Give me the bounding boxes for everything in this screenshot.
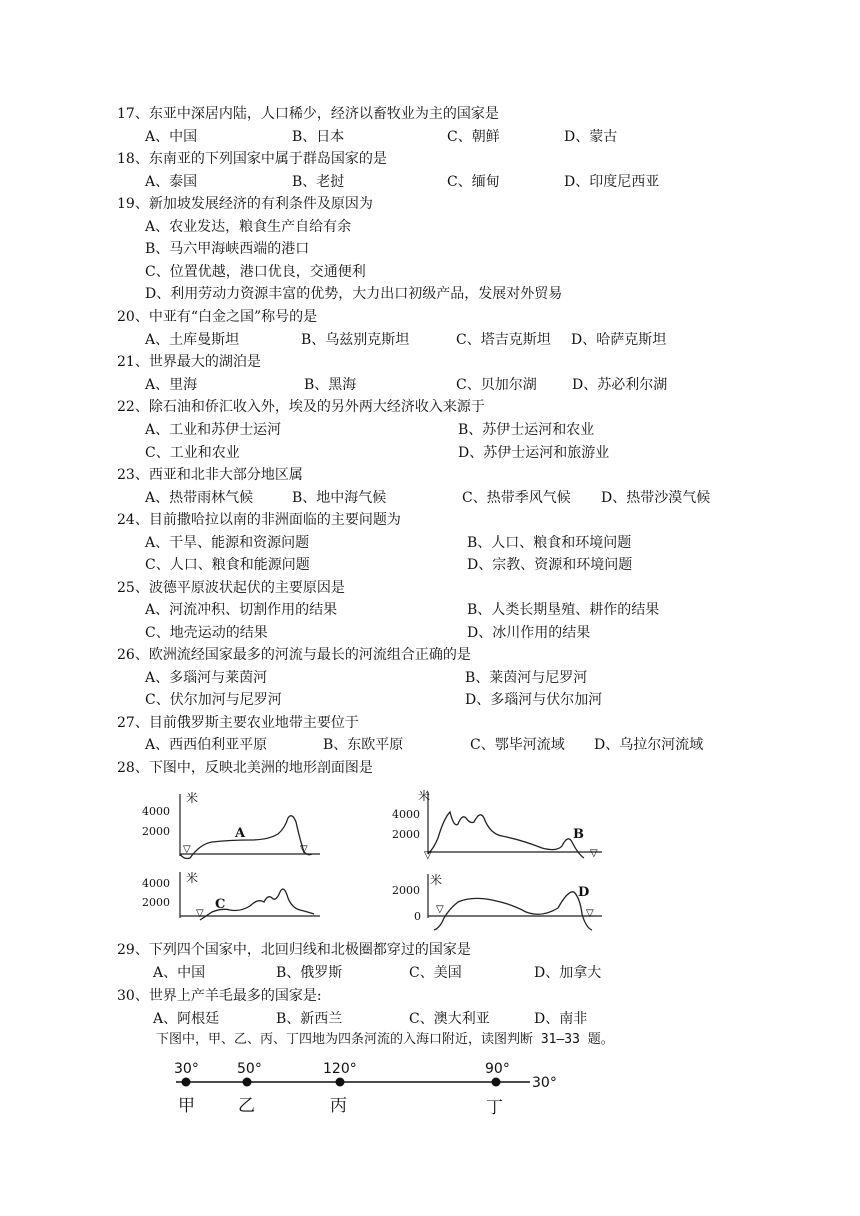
question-18-option-b[interactable]: B、老挝	[292, 174, 345, 190]
profile-b-tick-4000: 4000	[392, 808, 420, 821]
question-18-option-a[interactable]: A、泰国	[145, 174, 198, 190]
sea-level-mark-icon: ▽	[424, 850, 432, 861]
question-20-option-b[interactable]: B、乌兹别克斯坦	[301, 332, 410, 348]
question-19-stem: 19、新加坡发展经济的有利条件及原因为	[117, 196, 373, 212]
point-bing-longitude: 120°	[323, 1061, 357, 1077]
profile-a-letter: A	[235, 826, 246, 841]
question-30-stem: 30、世界上产羊毛最多的国家是:	[117, 988, 322, 1004]
profile-b-terrain-line	[428, 812, 584, 858]
questions-31-33-intro: 下图中，甲、乙、丙、丁四地为四条河流的入海口附近，读图判断 31—33 题。	[156, 1032, 614, 1047]
profile-c-tick-4000: 4000	[142, 877, 170, 890]
question-30-option-d[interactable]: D、南非	[534, 1011, 588, 1027]
point-yi-name: 乙	[238, 1096, 255, 1116]
question-26-option-a[interactable]: A、多瑙河与莱茵河	[145, 670, 268, 686]
profile-c-letter: C	[215, 897, 226, 912]
point-jia-dot	[182, 1078, 191, 1087]
point-jia-name: 甲	[178, 1096, 195, 1116]
question-24-option-b[interactable]: B、人口、粮食和环境问题	[467, 535, 632, 551]
profile-b-figure	[392, 788, 612, 868]
latitude-value: 30°	[532, 1075, 557, 1091]
question-22-option-a[interactable]: A、工业和苏伊士运河	[145, 422, 282, 438]
question-23-option-c[interactable]: C、热带季风气候	[462, 490, 571, 506]
question-25-option-d[interactable]: D、冰川作用的结果	[467, 625, 591, 641]
question-21-option-a[interactable]: A、里海	[145, 377, 198, 393]
sea-level-mark-icon: ▽	[300, 844, 308, 855]
profile-d-tick-2000: 2000	[392, 884, 420, 897]
profile-d-unit: 米	[430, 873, 443, 887]
question-18-option-d[interactable]: D、印度尼西亚	[564, 174, 660, 190]
question-30-option-c[interactable]: C、澳大利亚	[409, 1011, 490, 1027]
question-24-option-c[interactable]: C、人口、粮食和能源问题	[145, 557, 310, 573]
question-18-stem: 18、东南亚的下列国家中属于群岛国家的是	[117, 151, 387, 167]
question-26-stem: 26、欧洲流经国家最多的河流与最长的河流组合正确的是	[117, 647, 471, 663]
profile-a-tick-2000: 2000	[142, 825, 170, 838]
point-ding-name: 丁	[486, 1098, 503, 1118]
profile-b-unit: 米	[418, 789, 431, 803]
question-21-option-b[interactable]: B、黑海	[304, 377, 357, 393]
profile-d-tick-0: 0	[414, 910, 421, 923]
point-yi-dot	[243, 1078, 252, 1087]
question-23-option-d[interactable]: D、热带沙漠气候	[601, 490, 711, 506]
question-19-option-d[interactable]: D、利用劳动力资源丰富的优势，大力出口初级产品，发展对外贸易	[145, 286, 563, 302]
question-23-option-a[interactable]: A、热带雨林气候	[145, 490, 254, 506]
question-25-stem: 25、波德平原波状起伏的主要原因是	[117, 580, 345, 596]
profile-a-unit: 米	[186, 791, 199, 805]
question-29-stem: 29、下列四个国家中，北回归线和北极圈都穿过的国家是	[117, 942, 471, 958]
question-25-option-a[interactable]: A、河流冲积、切割作用的结果	[145, 602, 338, 618]
profile-d-figure	[392, 868, 612, 938]
question-21-option-d[interactable]: D、苏必利尔湖	[572, 377, 668, 393]
question-29-option-b[interactable]: B、俄罗斯	[276, 965, 343, 981]
question-20-stem: 20、中亚有“白金之国”称号的是	[117, 309, 318, 325]
point-ding-longitude: 90°	[485, 1061, 510, 1077]
question-26-option-c[interactable]: C、伏尔加河与尼罗河	[145, 692, 282, 708]
question-24-option-a[interactable]: A、干旱、能源和资源问题	[145, 535, 310, 551]
question-17-option-d[interactable]: D、蒙古	[564, 129, 618, 145]
profile-d-terrain-line	[434, 892, 592, 930]
question-27-stem: 27、目前俄罗斯主要农业地带主要位于	[117, 715, 359, 731]
profile-c-unit: 米	[186, 871, 199, 885]
question-29-option-d[interactable]: D、加拿大	[534, 965, 602, 981]
question-22-stem: 22、除石油和侨汇收入外，埃及的另外两大经济收入来源于	[117, 399, 485, 415]
question-27-option-c[interactable]: C、鄂毕河流域	[470, 737, 565, 753]
question-17-option-c[interactable]: C、朝鲜	[447, 129, 500, 145]
question-22-option-b[interactable]: B、苏伊士运河和农业	[458, 422, 595, 438]
sea-level-mark-icon: ▽	[196, 908, 204, 919]
question-24-stem: 24、目前撒哈拉以南的非洲面临的主要问题为	[117, 512, 401, 528]
question-26-option-b[interactable]: B、莱茵河与尼罗河	[465, 670, 588, 686]
point-bing-dot	[336, 1078, 345, 1087]
question-19-option-c[interactable]: C、位置优越，港口优良，交通便利	[145, 264, 366, 280]
point-yi-longitude: 50°	[237, 1061, 262, 1077]
profile-b-letter: B	[573, 827, 584, 842]
question-23-option-b[interactable]: B、地中海气候	[292, 490, 387, 506]
question-27-option-d[interactable]: D、乌拉尔河流域	[594, 737, 704, 753]
question-27-option-b[interactable]: B、东欧平原	[323, 737, 404, 753]
question-22-option-c[interactable]: C、工业和农业	[145, 445, 240, 461]
point-bing-name: 丙	[330, 1096, 347, 1116]
question-20-option-d[interactable]: D、哈萨克斯坦	[571, 332, 667, 348]
question-20-option-a[interactable]: A、土库曼斯坦	[145, 332, 240, 348]
question-25-option-c[interactable]: C、地壳运动的结果	[145, 625, 268, 641]
question-17-option-a[interactable]: A、中国	[145, 129, 198, 145]
profile-a-terrain-line	[180, 816, 312, 859]
question-30-option-b[interactable]: B、新西兰	[276, 1011, 343, 1027]
profile-b-tick-2000: 2000	[392, 828, 420, 841]
question-28-stem: 28、下图中，反映北美洲的地形剖面图是	[117, 760, 373, 776]
profile-a-figure	[140, 788, 330, 868]
profile-c-figure	[140, 868, 330, 928]
question-19-option-b[interactable]: B、马六甲海峡西端的港口	[145, 241, 310, 257]
question-30-option-a[interactable]: A、阿根廷	[153, 1011, 220, 1027]
question-29-option-a[interactable]: A、中国	[153, 965, 206, 981]
question-17-stem: 17、东亚中深居内陆，人口稀少，经济以畜牧业为主的国家是	[117, 106, 499, 122]
question-17-option-b[interactable]: B、日本	[292, 129, 345, 145]
question-21-option-c[interactable]: C、贝加尔湖	[456, 377, 537, 393]
question-19-option-a[interactable]: A、农业发达，粮食生产自给有余	[145, 219, 352, 235]
sea-level-mark-icon: ▽	[586, 908, 594, 919]
profile-c-tick-2000: 2000	[142, 896, 170, 909]
question-24-option-d[interactable]: D、宗教、资源和环境问题	[467, 557, 633, 573]
question-25-option-b[interactable]: B、人类长期垦殖、耕作的结果	[467, 602, 660, 618]
question-21-stem: 21、世界最大的湖泊是	[117, 354, 261, 370]
question-22-option-d[interactable]: D、苏伊士运河和旅游业	[458, 445, 610, 461]
question-23-stem: 23、西亚和北非大部分地区属	[117, 467, 303, 483]
profile-a-tick-4000: 4000	[142, 805, 170, 818]
point-jia-longitude: 30°	[174, 1061, 199, 1077]
question-18-option-c[interactable]: C、缅甸	[447, 174, 500, 190]
latitude-line-figure	[160, 1053, 580, 1123]
question-20-option-c[interactable]: C、塔吉克斯坦	[456, 332, 551, 348]
sea-level-mark-icon: ▽	[436, 904, 444, 915]
sea-level-mark-icon: ▽	[183, 844, 191, 855]
sea-level-mark-icon: ▽	[590, 848, 598, 859]
question-27-option-a[interactable]: A、西西伯利亚平原	[145, 737, 268, 753]
point-ding-dot	[492, 1078, 501, 1087]
profile-d-letter: D	[578, 885, 590, 900]
question-29-option-c[interactable]: C、美国	[409, 965, 462, 981]
question-26-option-d[interactable]: D、多瑙河与伏尔加河	[465, 692, 603, 708]
